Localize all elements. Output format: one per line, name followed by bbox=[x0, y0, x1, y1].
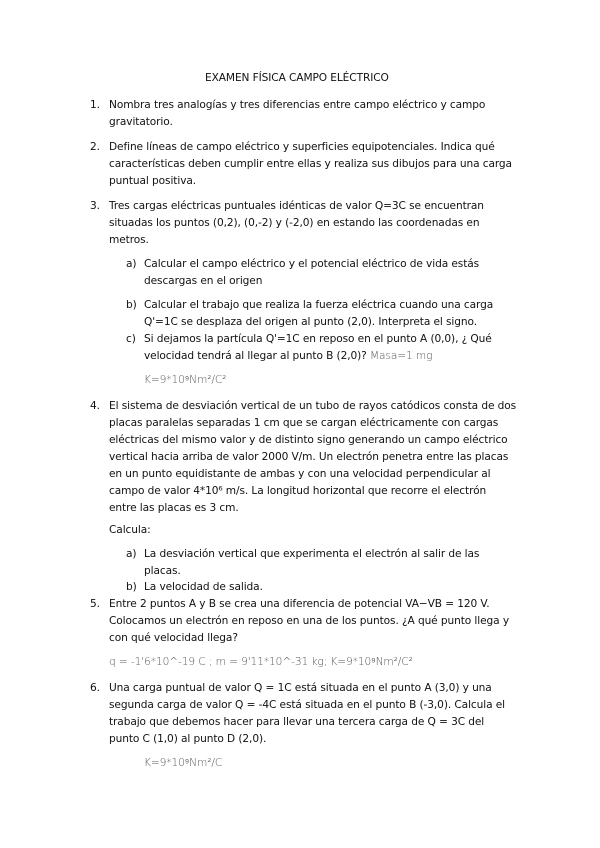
q4b-letter: b) bbox=[126, 581, 137, 593]
q3c-question: velocidad tendrá al llegar al punto B (2,0)? bbox=[144, 350, 367, 362]
q4-line: eléctricas del mismo valor y de distinto signo generando un campo eléctrico bbox=[109, 434, 508, 446]
q4a-line: placas. bbox=[144, 565, 181, 577]
q3-number: 3. bbox=[90, 200, 100, 212]
q6-constant: K=9*10⁹Nm²/C bbox=[144, 757, 223, 769]
q6-line: trabajo que debemos hacer para llevar una tercera carga de Q = 3C del bbox=[109, 716, 485, 728]
q5-data: q = -1'6*10^-19 C ; m = 9'11*10^-31 kg; K=9*10⁹Nm²/C² bbox=[109, 656, 413, 668]
page-title: EXAMEN FÍSICA CAMPO ELÉCTRICO bbox=[205, 72, 389, 84]
q6-line: Una carga puntual de valor Q = 1C está situada en el punto A (3,0) y una bbox=[109, 682, 492, 694]
q6-number: 6. bbox=[90, 682, 100, 694]
q3c-letter: c) bbox=[126, 333, 136, 345]
q2-line: características deben cumplir entre ellas y realiza sus dibujos para una carga bbox=[109, 158, 512, 170]
q4-line: vertical hacia arriba de valor 2000 V/m. Un electrón penetra entre las placas bbox=[109, 451, 509, 463]
q6-line: segunda carga de valor Q = -4C está situada en el punto B (-3,0). Calcula el bbox=[109, 699, 506, 711]
q4-line: placas paralelas separadas 1 cm que se cargan eléctricamente con cargas bbox=[109, 417, 499, 429]
q3-constant: K=9*10⁹Nm²/C² bbox=[144, 374, 227, 386]
q2-number: 2. bbox=[90, 141, 100, 153]
q3b-letter: b) bbox=[126, 299, 137, 311]
q2-line: Define líneas de campo eléctrico y superficies equipotenciales. Indica qué bbox=[109, 141, 495, 153]
q4-line: campo de valor 4*10⁶ m/s. La longitud horizontal que recorre el electrón bbox=[109, 485, 487, 497]
q5-line: Colocamos un electrón en reposo en una de los puntos. ¿A qué punto llega y bbox=[109, 615, 509, 627]
q3a-line: Calcular el campo eléctrico y el potencial eléctrico de vida estás bbox=[144, 258, 480, 270]
q3c-mass: Masa=1 mg bbox=[366, 350, 433, 362]
q3c-line: Si dejamos la partícula Q'=1C en reposo en el punto A (0,0), ¿ Qué bbox=[144, 333, 492, 345]
q4-number: 4. bbox=[90, 400, 100, 412]
q3-line: metros. bbox=[109, 234, 149, 246]
q1-line: Nombra tres analogías y tres diferencias entre campo eléctrico y campo bbox=[109, 99, 486, 111]
q3a-letter: a) bbox=[126, 258, 137, 270]
q2-line: puntual positiva. bbox=[109, 175, 197, 187]
q4-calcula: Calcula: bbox=[109, 524, 151, 536]
q3-line: situadas los puntos (0,2), (0,-2) y (-2,0) en estando las coordenadas en bbox=[109, 217, 480, 229]
q3b-line: Calcular el trabajo que realiza la fuerza eléctrica cuando una carga bbox=[144, 299, 494, 311]
q6-line: punto C (1,0) al punto D (2,0). bbox=[109, 733, 267, 745]
q5-line: Entre 2 puntos A y B se crea una diferencia de potencial VA−VB = 120 V. bbox=[109, 598, 490, 610]
q5-number: 5. bbox=[90, 598, 100, 610]
q3-line: Tres cargas eléctricas puntuales idénticas de valor Q=3C se encuentran bbox=[109, 200, 484, 212]
q4-line: El sistema de desviación vertical de un tubo de rayos catódicos consta de dos bbox=[109, 400, 517, 412]
q4-line: entre las placas es 3 cm. bbox=[109, 502, 239, 514]
q1-line: gravitatorio. bbox=[109, 116, 173, 128]
q4-line: en un punto equidistante de ambas y con una velocidad perpendicular al bbox=[109, 468, 491, 480]
q1-number: 1. bbox=[90, 99, 100, 111]
q3c-line-2 bbox=[144, 348, 432, 365]
q4a-line: La desviación vertical que experimenta el electrón al salir de las bbox=[144, 548, 480, 560]
q3b-line: Q'=1C se desplaza del origen al punto (2,0). Interpreta el signo. bbox=[144, 316, 477, 328]
q3a-line: descargas en el origen bbox=[144, 275, 263, 287]
q4b-line: La velocidad de salida. bbox=[144, 581, 263, 593]
q5-line: con qué velocidad llega? bbox=[109, 632, 238, 644]
q4a-letter: a) bbox=[126, 548, 137, 560]
